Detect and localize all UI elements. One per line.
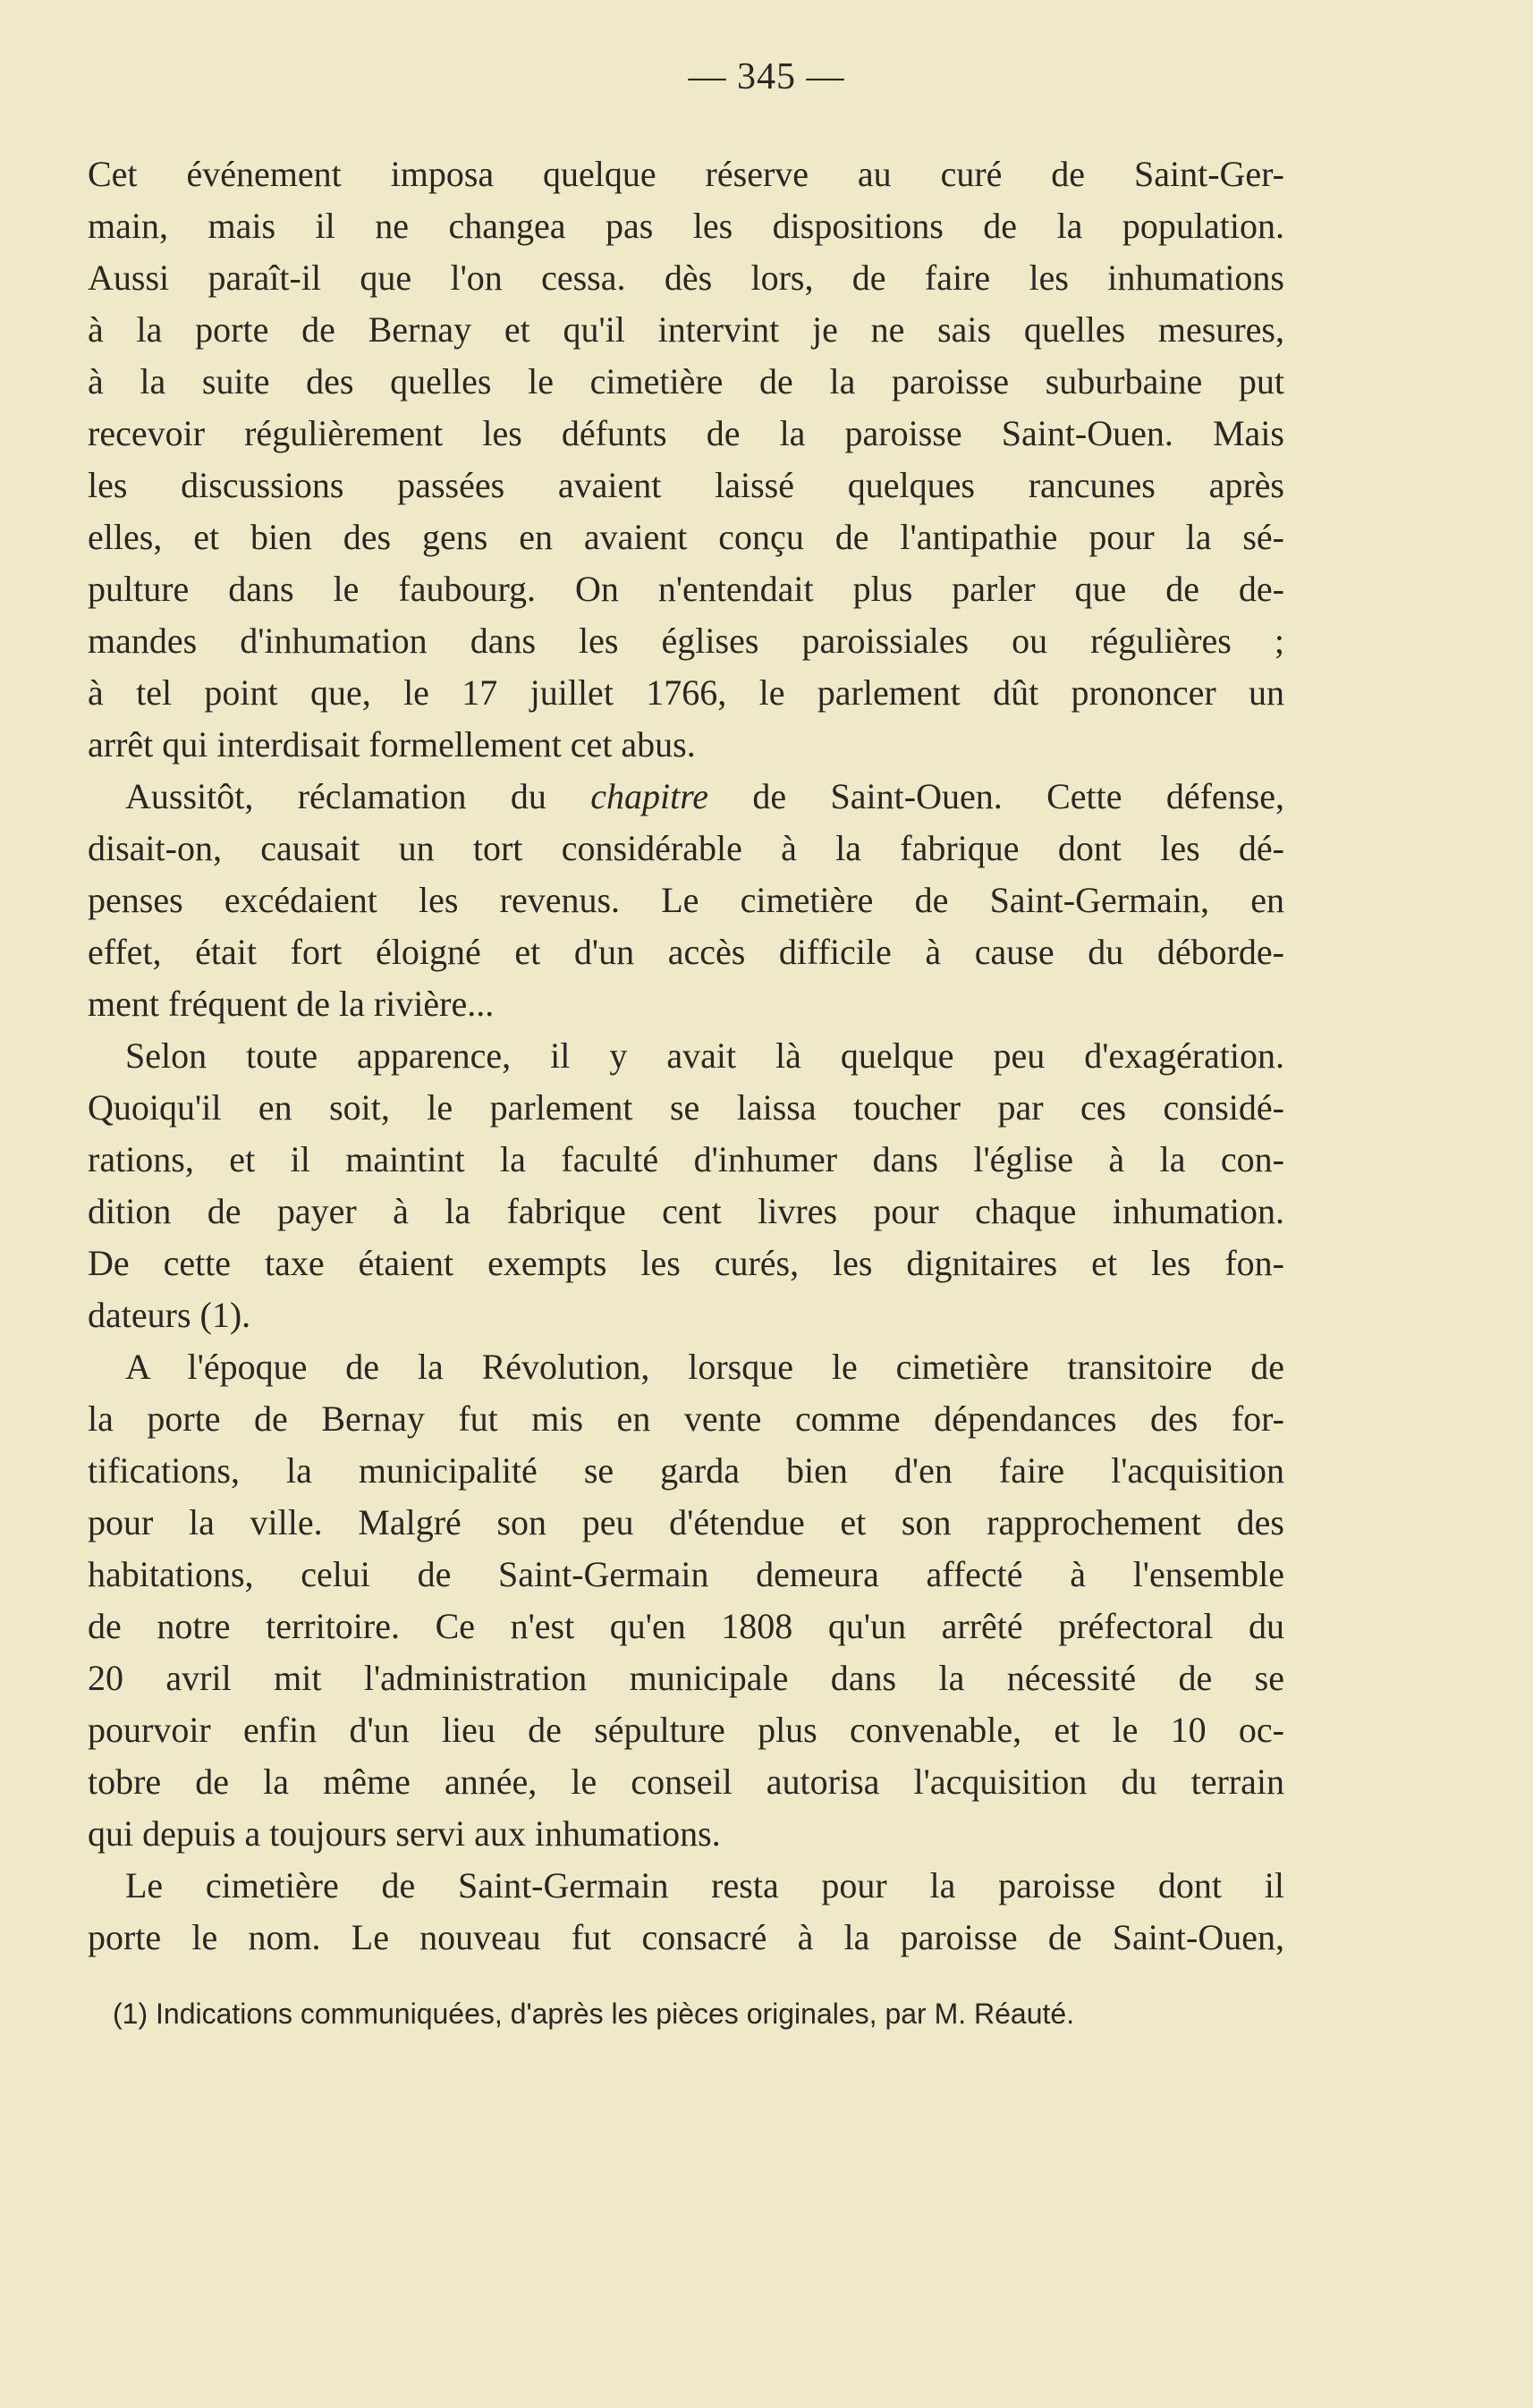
text-line: pour la ville. Malgré son peu d'étendue et son rapprochement des xyxy=(88,1502,1284,1542)
text-line: penses excédaient les revenus. Le cimetière de Saint-Germain, en xyxy=(88,880,1284,920)
text-line: pourvoir enfin d'un lieu de sépulture plus convenable, et le 10 oc- xyxy=(88,1710,1284,1750)
text-line: les discussions passées avaient laissé quelques rancunes après xyxy=(88,465,1284,505)
text-line: de notre territoire. Ce n'est qu'en 1808 qu'un arrêté préfectoral du xyxy=(88,1606,1284,1646)
text-line: dition de payer à la fabrique cent livres pour chaque inhumation. xyxy=(88,1191,1284,1231)
text-line: habitations, celui de Saint-Germain demeura affecté à l'ensemble xyxy=(88,1554,1284,1594)
text-line: elles, et bien des gens en avaient conçu de l'antipathie pour la sé- xyxy=(88,517,1284,557)
text-line: Cet événement imposa quelque réserve au curé de Saint-Ger- xyxy=(88,154,1284,194)
text-line: ment fréquent de la rivière... xyxy=(88,984,495,1024)
text-segment: de Saint-Ouen. Cette défense, xyxy=(708,776,1284,816)
text-line: Aussi paraît-il que l'on cessa. dès lors, de faire les inhumations xyxy=(88,258,1284,298)
text-line: pulture dans le faubourg. On n'entendait plus parler que de de- xyxy=(88,569,1284,609)
text-line: Selon toute apparence, il y avait là quelque peu d'exagération. xyxy=(125,1035,1284,1076)
text-line: disait-on, causait un tort considérable à la fabrique dont les dé- xyxy=(88,828,1284,868)
text-line: dateurs (1). xyxy=(88,1295,251,1335)
text-line: à tel point que, le 17 juillet 1766, le parlement dût prononcer un xyxy=(88,672,1284,713)
footnote: (1) Indications communiquées, d'après les pièces originales, par M. Réauté. xyxy=(113,1998,1075,2030)
body-text xyxy=(88,148,1284,1964)
text-line: à la suite des quelles le cimetière de la paroisse suburbaine put xyxy=(88,361,1284,401)
text-line: mandes d'inhumation dans les églises paroissiales ou régulières ; xyxy=(88,621,1284,661)
text-line: Le cimetière de Saint-Germain resta pour la paroisse dont il xyxy=(125,1865,1284,1905)
text-line: arrêt qui interdisait formellement cet abus. xyxy=(88,724,696,765)
text-line: à la porte de Bernay et qu'il intervint je ne sais quelles mesures, xyxy=(88,309,1284,350)
text-line: tobre de la même année, le conseil autorisa l'acquisition du terrain xyxy=(88,1762,1284,1802)
text-line: tifications, la municipalité se garda bien d'en faire l'acquisition xyxy=(88,1450,1284,1491)
text-line: qui depuis a toujours servi aux inhumations. xyxy=(88,1813,721,1854)
text-line: 20 avril mit l'administration municipale dans la nécessité de se xyxy=(88,1658,1284,1698)
text-line: effet, était fort éloigné et d'un accès difficile à cause du déborde- xyxy=(88,932,1284,972)
text-line: main, mais il ne changea pas les dispositions de la population. xyxy=(88,206,1284,246)
text-line: porte le nom. Le nouveau fut consacré à la paroisse de Saint-Ouen, xyxy=(88,1917,1284,1957)
text-line: recevoir régulièrement les défunts de la paroisse Saint-Ouen. Mais xyxy=(88,413,1284,453)
text-line: rations, et il maintint la faculté d'inhumer dans l'église à la con- xyxy=(88,1139,1284,1179)
text-segment: Aussitôt, réclamation du xyxy=(125,776,591,816)
text-line: De cette taxe étaient exempts les curés, les dignitaires et les fon- xyxy=(88,1243,1284,1283)
text-line: la porte de Bernay fut mis en vente comme dépendances des for- xyxy=(88,1398,1284,1439)
italic-term: chapitre xyxy=(590,776,709,816)
page-number: — 345 — xyxy=(688,56,845,97)
text-line: A l'époque de la Révolution, lorsque le cimetière transitoire de xyxy=(125,1347,1284,1387)
text-line: Quoiqu'il en soit, le parlement se laissa toucher par ces considé- xyxy=(88,1087,1284,1128)
text-line-mixed xyxy=(88,771,1284,823)
